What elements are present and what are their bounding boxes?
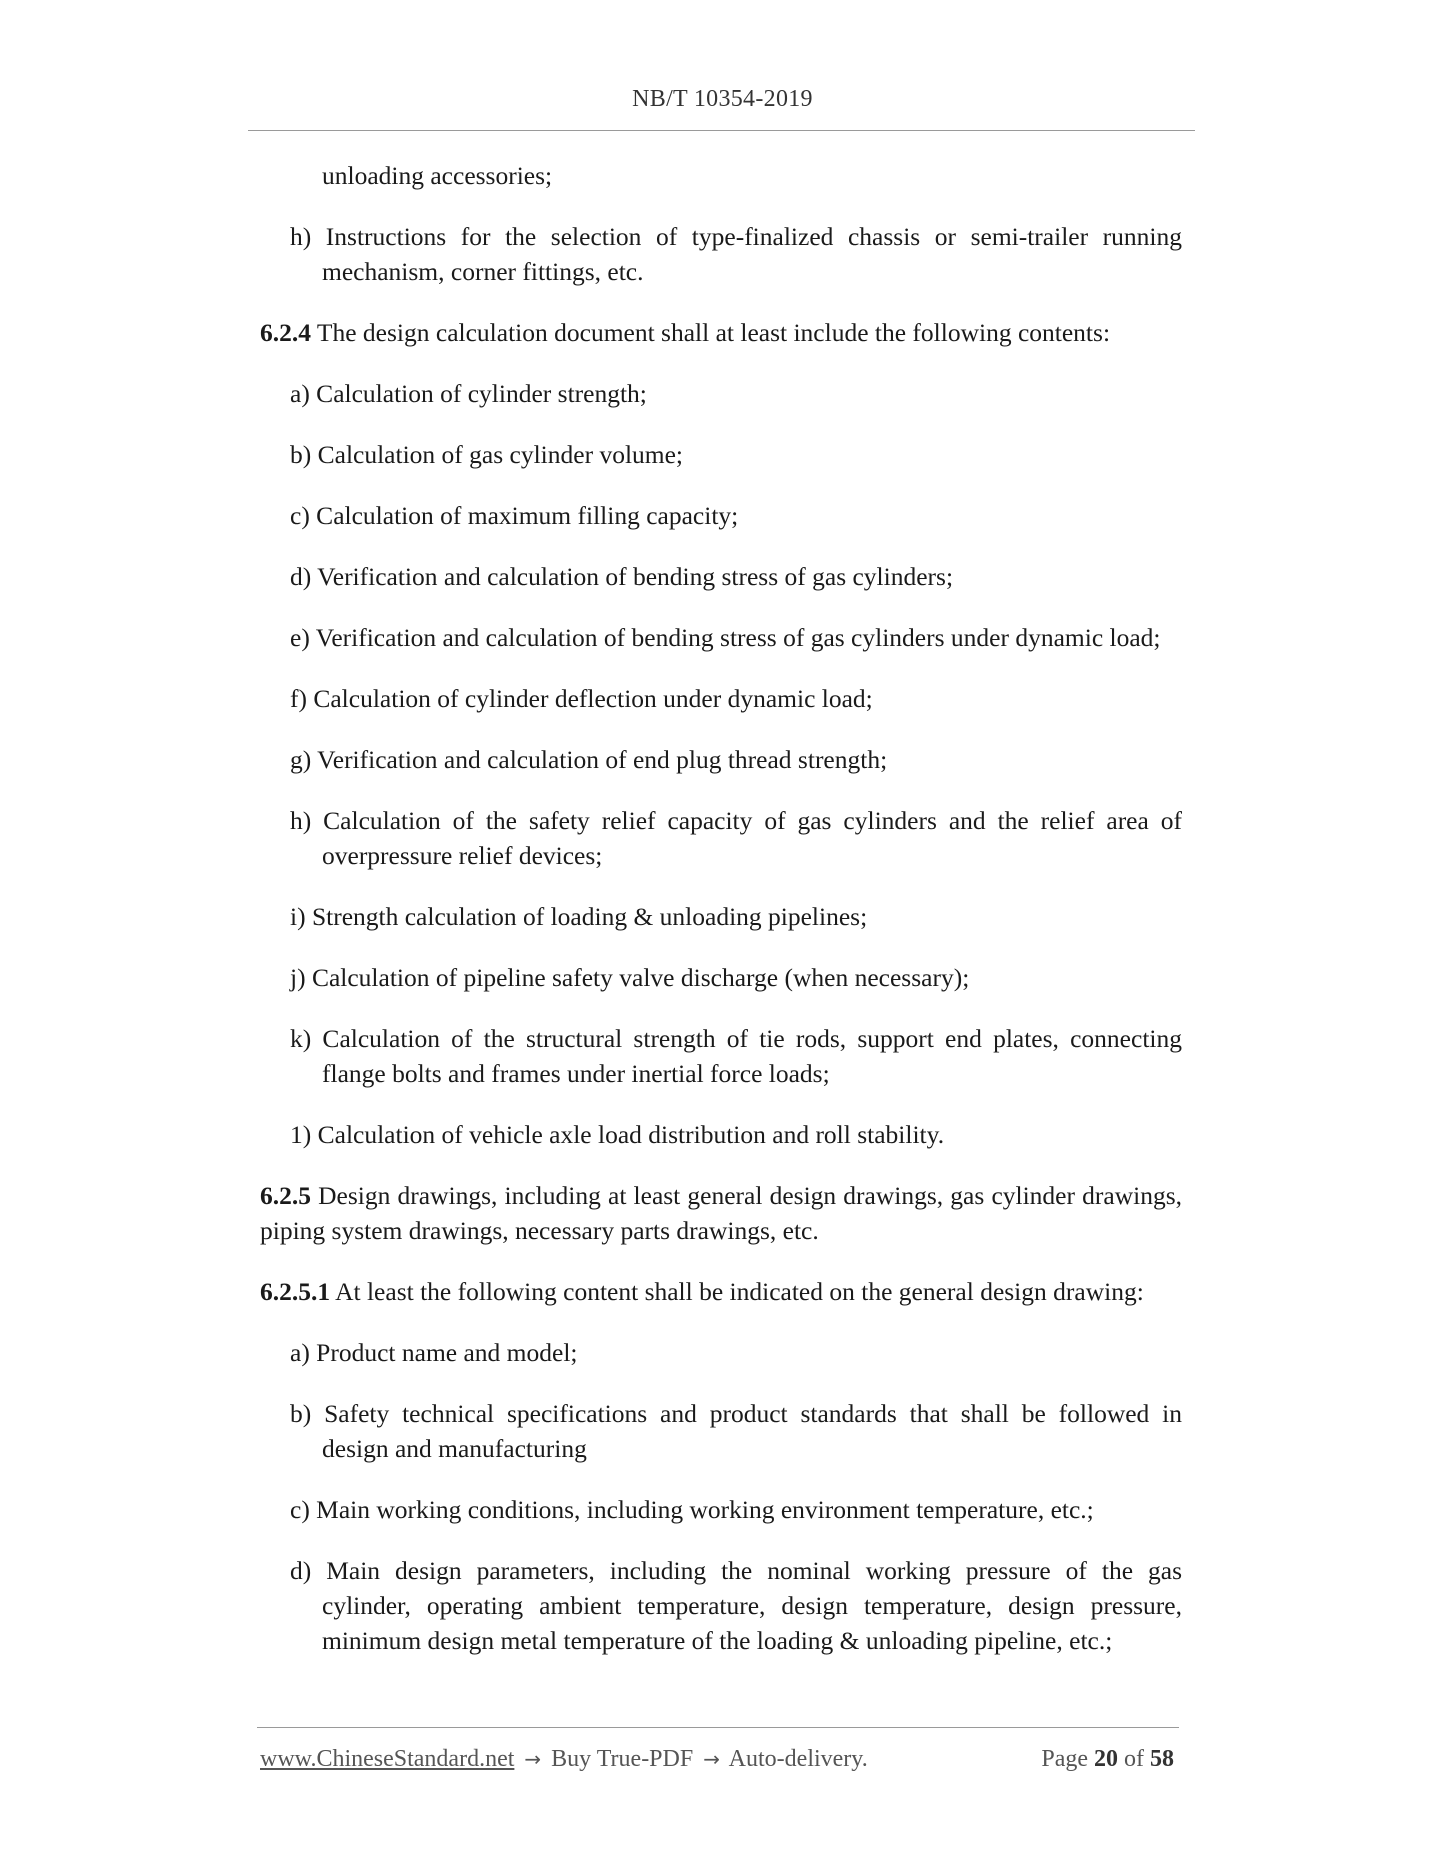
list-item: c) Calculation of maximum filling capacity; bbox=[290, 501, 739, 530]
list-item: b) Safety technical specifications and product standards that shall be followed in design and manufacturing bbox=[290, 1399, 1182, 1463]
footer-divider bbox=[257, 1727, 1179, 1728]
clause-number: 6.2.4 bbox=[260, 318, 311, 347]
page-indicator bbox=[1041, 1746, 1174, 1773]
clause-6-2-4 bbox=[260, 315, 1182, 350]
document-body bbox=[260, 158, 1182, 1684]
list-item: a) Calculation of cylinder strength; bbox=[290, 379, 647, 408]
list-item: e) Verification and calculation of bending stress of gas cylinders under dynamic load; bbox=[290, 623, 1161, 652]
header-divider bbox=[248, 130, 1195, 131]
list-item: d) Verification and calculation of bending stress of gas cylinders; bbox=[290, 562, 954, 591]
clause-6-2-5 bbox=[260, 1178, 1182, 1248]
arrow-right-icon: → bbox=[524, 1747, 542, 1771]
clause-number: 6.2.5.1 bbox=[260, 1277, 331, 1306]
list-item: d) Main design parameters, including the nominal working pressure of the gas cylinder, operating ambient temperature, design temperature, design pressure, minimum design metal temperature of the loading & unloading pipeline, etc.; bbox=[290, 1556, 1182, 1655]
clause-text: Design drawings, including at least general design drawings, gas cylinder drawings, piping system drawings, necessary parts drawings, etc. bbox=[260, 1181, 1182, 1245]
page-header-title: NB/T 10354-2019 bbox=[632, 86, 813, 112]
list-item: j) Calculation of pipeline safety valve discharge (when necessary); bbox=[290, 963, 970, 992]
of-word: of bbox=[1124, 1746, 1144, 1772]
list-item: i) Strength calculation of loading & unloading pipelines; bbox=[290, 902, 868, 931]
list-item: a) Product name and model; bbox=[290, 1338, 578, 1367]
list-item: k) Calculation of the structural strength of tie rods, support end plates, connecting flange bolts and frames under inertial force loads; bbox=[290, 1024, 1182, 1088]
list-item: b) Calculation of gas cylinder volume; bbox=[290, 440, 684, 469]
list-item: f) Calculation of cylinder deflection under dynamic load; bbox=[290, 684, 873, 713]
arrow-right-icon: → bbox=[703, 1747, 720, 1771]
website-link[interactable]: www.ChineseStandard.net bbox=[260, 1746, 515, 1772]
clause-text: At least the following content shall be indicated on the general design drawing: bbox=[330, 1277, 1144, 1306]
list-item: g) Verification and calculation of end plug thread strength; bbox=[290, 745, 888, 774]
list-item: h) Instructions for the selection of type-finalized chassis or semi-trailer running mechanism, corner fittings, etc. bbox=[290, 222, 1182, 286]
clause-number: 6.2.5 bbox=[260, 1181, 311, 1210]
list-item: c) Main working conditions, including working environment temperature, etc.; bbox=[290, 1495, 1094, 1524]
delivery-text: Auto-delivery. bbox=[728, 1746, 868, 1772]
page-total: 58 bbox=[1150, 1746, 1174, 1772]
page-current: 20 bbox=[1094, 1746, 1118, 1772]
list-item: h) Calculation of the safety relief capacity of gas cylinders and the relief area of overpressure relief devices; bbox=[290, 806, 1182, 870]
page-word: Page bbox=[1041, 1746, 1088, 1772]
clause-6-2-5-1 bbox=[260, 1274, 1182, 1309]
footer-promo bbox=[260, 1746, 868, 1773]
paragraph-continuation: unloading accessories; bbox=[322, 161, 553, 190]
list-item: 1) Calculation of vehicle axle load distribution and roll stability. bbox=[290, 1120, 945, 1149]
clause-text: The design calculation document shall at least include the following contents: bbox=[311, 318, 1111, 347]
buy-text: Buy True-PDF bbox=[551, 1746, 694, 1772]
